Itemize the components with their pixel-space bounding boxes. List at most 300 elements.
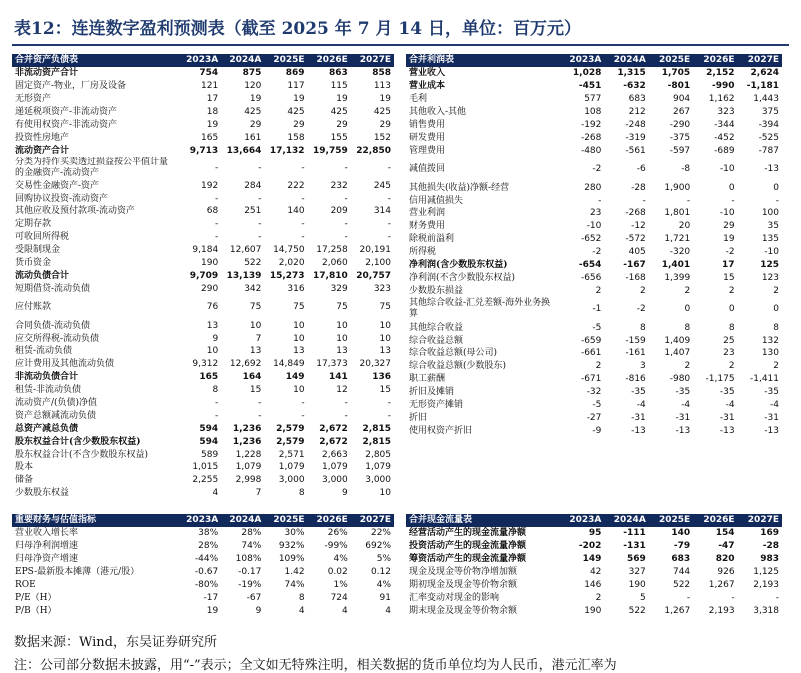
- cell-value: -161: [625, 348, 646, 359]
- row-label: 股东权益合计(含少数股东权益): [15, 436, 141, 447]
- table-row: [12, 332, 394, 345]
- income-statement-table: [406, 54, 782, 437]
- table-row: [12, 269, 394, 282]
- year-header: 2026E: [308, 54, 351, 67]
- cell-value: 4: [298, 605, 305, 616]
- row-label: 租赁-非流动负债: [15, 385, 82, 396]
- row-label: 综合收益总额(母公司): [409, 348, 498, 359]
- indicators-panel: [12, 514, 394, 617]
- cell-value: 7: [255, 488, 262, 499]
- cell-value: 1,721: [664, 234, 691, 245]
- row-label: 可收回所得税: [15, 232, 70, 243]
- row-label: 销售费用: [409, 120, 446, 130]
- cell-value: 8: [298, 488, 305, 499]
- cell-value: -99%: [324, 541, 348, 552]
- cell-value: -4: [725, 400, 735, 411]
- cell-value: 926: [717, 567, 735, 578]
- cell-value: 1%: [333, 580, 348, 590]
- table-header-row: [406, 54, 782, 67]
- cell-value: 2,663: [321, 449, 348, 460]
- table-row: [12, 474, 394, 487]
- cell-value: 2,815: [362, 436, 391, 447]
- table-row: [406, 93, 782, 106]
- cell-value: 8: [773, 322, 779, 333]
- cell-value: 10: [293, 320, 305, 331]
- cell-value: -2: [725, 247, 735, 258]
- row-label: 非流动负债合计: [15, 372, 79, 383]
- cell-value: -35: [719, 387, 735, 398]
- cell-value: 522: [628, 605, 646, 616]
- cell-value: 26%: [327, 528, 348, 539]
- table-row: [406, 80, 782, 93]
- row-label: 无形资产: [15, 94, 52, 105]
- cell-value: -202: [578, 541, 602, 552]
- table-row: [12, 397, 394, 410]
- cell-value: -: [775, 195, 779, 206]
- cell-value: -689: [714, 145, 735, 156]
- row-label: 少数股东损益: [409, 285, 464, 296]
- cell-value: 19: [249, 94, 262, 105]
- cell-value: 76: [206, 302, 219, 313]
- cell-value: -10: [719, 208, 735, 219]
- cell-value: -: [301, 193, 305, 204]
- cell-value: 754: [199, 68, 219, 79]
- cell-value: -268: [625, 208, 646, 219]
- cell-value: -80%: [194, 580, 219, 590]
- cell-value: 18: [206, 107, 219, 118]
- cell-value: -394: [758, 120, 779, 130]
- cell-value: -: [301, 163, 305, 174]
- table-row: [406, 144, 782, 157]
- cell-value: 5%: [376, 554, 391, 565]
- cell-value: 375: [761, 107, 779, 118]
- cell-value: -452: [714, 132, 735, 143]
- cell-value: 42: [589, 567, 602, 578]
- cell-value: -: [258, 163, 262, 174]
- cell-value: 425: [330, 107, 348, 118]
- cell-value: 0.12: [370, 567, 391, 578]
- cell-value: 132: [761, 335, 779, 346]
- table-row: [12, 295, 394, 319]
- cell-value: -: [214, 410, 219, 421]
- row-label: 总资产减总负债: [15, 423, 79, 434]
- cell-value: 0.02: [327, 567, 348, 578]
- cell-value: 192: [201, 180, 219, 191]
- cell-value: 17,373: [316, 359, 348, 370]
- cell-value: 2: [595, 361, 602, 372]
- cell-value: 1,409: [664, 335, 691, 346]
- cell-value: 9: [255, 605, 262, 616]
- cell-value: 683: [671, 554, 691, 565]
- row-label: 筹资活动产生的现金流量净额: [409, 554, 527, 565]
- table-row: [12, 527, 394, 540]
- table-row: [406, 157, 782, 181]
- table-row: [12, 205, 394, 218]
- table-row: [12, 244, 394, 257]
- cell-value: 19: [723, 234, 735, 245]
- cell-value: 75: [249, 302, 262, 313]
- cell-value: 19,759: [313, 145, 348, 156]
- cell-value: 12,692: [229, 359, 262, 370]
- table-row: [12, 80, 394, 93]
- row-label: 流动资产合计: [15, 145, 70, 156]
- table-row: [12, 448, 394, 461]
- row-label: 研发费用: [409, 132, 446, 143]
- cell-value: 744: [672, 567, 691, 578]
- cell-value: 820: [715, 554, 735, 565]
- cell-value: -319: [625, 132, 646, 143]
- row-label: 其他收入-其他: [409, 107, 467, 118]
- cell-value: -572: [625, 234, 646, 245]
- year-header: 2027E: [738, 514, 782, 527]
- cell-value: 161: [244, 132, 262, 143]
- table-row: [406, 131, 782, 144]
- cell-value: 15: [723, 272, 735, 283]
- cell-value: 165: [201, 132, 219, 143]
- cell-value: 1,079: [321, 462, 348, 473]
- cell-value: 25: [723, 335, 735, 346]
- row-label: 毛利: [409, 94, 428, 105]
- table-row: [406, 334, 782, 347]
- cell-value: 267: [672, 107, 691, 118]
- data-source: 数据来源：Wind，东吴证券研究所: [14, 635, 217, 650]
- table-row: [12, 67, 394, 80]
- table-row: [406, 591, 782, 604]
- cell-value: 169: [760, 528, 779, 539]
- row-label: 投资性房地产: [15, 132, 70, 143]
- cell-value: 3: [640, 361, 646, 372]
- cell-value: -31: [675, 412, 691, 423]
- cell-value: 15,273: [269, 270, 305, 281]
- row-label: 股本: [15, 462, 34, 473]
- cell-value: 522: [244, 258, 262, 269]
- cell-value: -: [258, 398, 262, 409]
- table-row: [12, 435, 394, 448]
- cell-value: 1,801: [664, 208, 691, 219]
- row-label: 应交所得税-流动负债: [15, 333, 100, 344]
- cell-value: 209: [330, 206, 348, 217]
- cell-value: 683: [628, 94, 646, 105]
- cell-value: -47: [718, 541, 735, 552]
- row-label: 资产总额减流动负债: [15, 410, 97, 421]
- cell-value: 405: [628, 247, 646, 258]
- cell-value: -451: [578, 81, 602, 92]
- year-header: 2026E: [693, 54, 737, 67]
- year-header: 2027E: [738, 54, 782, 67]
- cell-value: 2: [773, 361, 779, 372]
- cell-value: 10: [249, 320, 262, 331]
- section-header: 合并资产负债表: [12, 54, 178, 67]
- section-header: 合并利润表: [406, 54, 560, 67]
- table-row: [12, 384, 394, 397]
- cell-value: 8: [728, 322, 735, 333]
- cell-value: -: [387, 398, 391, 409]
- cell-value: 2,571: [278, 449, 305, 460]
- table-row: [12, 192, 394, 205]
- year-header: 2027E: [351, 54, 394, 67]
- cell-value: 29: [249, 120, 262, 130]
- table-row: [406, 347, 782, 360]
- cell-value: 577: [584, 94, 602, 105]
- year-header: 2023A: [178, 54, 221, 67]
- year-header: 2025E: [264, 514, 307, 527]
- cell-value: 154: [715, 528, 735, 539]
- row-label: 交易性金融资产-资产: [15, 180, 100, 191]
- cell-value: -13: [764, 425, 779, 436]
- row-label: 受限制现金: [15, 245, 61, 256]
- balance-sheet-table: [12, 54, 394, 500]
- cell-value: 290: [201, 283, 219, 294]
- year-header: 2023A: [178, 514, 221, 527]
- cell-value: -375: [669, 132, 691, 143]
- cell-value: -: [301, 219, 305, 230]
- table-row: [406, 527, 782, 540]
- cell-value: -268: [580, 132, 602, 143]
- row-label: 应计费用及其他流动负债: [15, 359, 115, 370]
- cell-value: 8: [298, 592, 305, 603]
- cell-value: 13: [293, 346, 305, 357]
- cell-value: -1,181: [746, 81, 779, 92]
- table-row: [12, 553, 394, 566]
- cell-value: 0: [728, 304, 735, 315]
- cell-value: 569: [626, 554, 646, 565]
- table-row: [406, 181, 782, 194]
- row-label: 使用权资产折旧: [409, 425, 473, 436]
- title-rule: [12, 44, 789, 46]
- cell-value: 121: [201, 81, 219, 92]
- cell-value: 75: [336, 302, 348, 313]
- cell-value: 4%: [376, 580, 391, 590]
- year-header: 2027E: [351, 514, 394, 527]
- cell-value: -44%: [194, 554, 219, 565]
- cell-value: 9,184: [192, 245, 219, 256]
- cell-value: -: [387, 163, 391, 174]
- cell-value: 3,000: [278, 475, 305, 486]
- row-label: 营业利润: [409, 208, 446, 219]
- row-label: ROE: [15, 580, 36, 590]
- row-label: 投资活动产生的现金流量净额: [409, 541, 527, 552]
- table-row: [12, 487, 394, 500]
- cell-value: -13: [719, 425, 735, 436]
- year-header: 2024A: [604, 54, 648, 67]
- cell-value: 425: [244, 107, 262, 118]
- cell-value: -: [344, 219, 348, 230]
- cell-value: 2,579: [276, 423, 305, 434]
- cell-value: -: [344, 410, 348, 421]
- cell-value: 1,228: [235, 449, 262, 460]
- row-label: 储备: [15, 475, 34, 486]
- cell-value: 2,579: [276, 436, 305, 447]
- table-header-row: [12, 514, 394, 527]
- cell-value: 117: [287, 81, 305, 92]
- cell-value: -: [387, 232, 391, 243]
- cell-value: 2: [728, 285, 735, 296]
- cell-value: 136: [372, 372, 391, 383]
- table-row: [12, 319, 394, 332]
- cell-value: -2: [592, 164, 602, 175]
- row-label: 所得税: [409, 247, 437, 258]
- row-label: 净利润(不含少数股东权益): [409, 272, 516, 283]
- cell-value: -4: [681, 400, 691, 411]
- cell-value: -1,175: [705, 374, 735, 385]
- cell-value: 2,193: [753, 580, 779, 590]
- cell-value: -: [775, 592, 779, 603]
- cell-value: -816: [625, 374, 646, 385]
- cell-value: 135: [761, 234, 779, 245]
- cell-value: 222: [287, 180, 305, 191]
- cell-value: -480: [580, 145, 602, 156]
- cell-value: 20,757: [356, 270, 391, 281]
- cell-value: 141: [328, 372, 348, 383]
- cash-flow-table: [406, 514, 782, 617]
- row-label: 管理费用: [409, 145, 446, 156]
- cell-value: -632: [623, 81, 646, 92]
- year-header: 2025E: [649, 514, 693, 527]
- row-label: 短期借贷-流动负债: [15, 283, 91, 294]
- cell-value: 522: [672, 580, 691, 590]
- cell-value: 858: [372, 68, 391, 79]
- cell-value: -: [301, 232, 305, 243]
- cell-value: 1,315: [617, 68, 646, 79]
- table-row: [406, 259, 782, 272]
- cell-value: 904: [672, 94, 691, 105]
- cell-value: 165: [199, 372, 219, 383]
- table-row: [406, 271, 782, 284]
- row-label: 汇率变动对现金的影响: [409, 592, 500, 603]
- cell-value: -: [301, 410, 305, 421]
- table-row: [12, 106, 394, 119]
- year-header: 2023A: [560, 514, 604, 527]
- cell-value: -10: [719, 164, 735, 175]
- row-label: 有使用权资产-非流动资产: [15, 120, 118, 130]
- table-row: [12, 358, 394, 371]
- row-label: 流动资产/(负债)净值: [15, 398, 98, 409]
- cell-value: -1,411: [749, 374, 779, 385]
- cell-value: -67: [246, 592, 262, 603]
- cell-value: 323: [373, 283, 391, 294]
- row-label: 定期存款: [15, 219, 52, 230]
- cell-value: 28%: [198, 541, 219, 552]
- cell-value: 95: [588, 528, 602, 539]
- table-row: [12, 131, 394, 144]
- table-row: [12, 93, 394, 106]
- cell-value: 2: [728, 361, 735, 372]
- table-row: [406, 399, 782, 412]
- year-header: 2026E: [308, 514, 351, 527]
- table-row: [406, 321, 782, 334]
- cell-value: -13: [631, 425, 646, 436]
- section-header: 合并现金流量表: [406, 514, 560, 527]
- row-label: 折旧: [409, 412, 428, 423]
- year-header: 2026E: [693, 514, 737, 527]
- row-label: 归母净资产增速: [15, 554, 79, 565]
- table-row: [12, 461, 394, 474]
- cell-value: 323: [717, 107, 735, 118]
- row-label: 其他损失(收益)净额-经营: [409, 182, 510, 193]
- cell-value: 149: [285, 372, 305, 383]
- row-label: 营业收入: [409, 68, 446, 79]
- cell-value: 130: [761, 348, 779, 359]
- cell-value: 425: [287, 107, 305, 118]
- cell-value: 2: [640, 285, 646, 296]
- table-header-row: [406, 514, 782, 527]
- cell-value: 12,607: [229, 245, 262, 256]
- cell-value: 113: [373, 81, 391, 92]
- cell-value: 10: [379, 488, 391, 499]
- cell-value: 17,810: [313, 270, 348, 281]
- cell-value: 108: [584, 107, 602, 118]
- cell-value: -9: [592, 425, 602, 436]
- cell-value: -31: [764, 412, 779, 423]
- table-row: [406, 424, 782, 437]
- cell-value: 1,705: [661, 68, 691, 79]
- row-label: 其他应收及预付款项-流动资产: [15, 206, 136, 217]
- table-row: [12, 157, 394, 179]
- row-label: 现金及现金等价物净增加额: [409, 567, 518, 578]
- cell-value: 17: [722, 260, 735, 271]
- cell-value: 13: [379, 346, 391, 357]
- row-label: 应付账款: [15, 302, 52, 313]
- cell-value: 1,401: [661, 260, 691, 271]
- row-label: 递延税项资产-非流动资产: [15, 107, 118, 118]
- cell-value: -111: [623, 528, 646, 539]
- cell-value: 1,125: [753, 567, 779, 578]
- cell-value: 2,998: [235, 475, 262, 486]
- cell-value: 190: [628, 580, 646, 590]
- cell-value: 284: [244, 180, 262, 191]
- cell-value: -1: [592, 304, 602, 315]
- table-row: [406, 284, 782, 297]
- cell-value: 724: [330, 592, 348, 603]
- cell-value: 3,000: [365, 475, 391, 486]
- cell-value: 212: [628, 107, 646, 118]
- table-row: [12, 257, 394, 270]
- cell-value: 30%: [284, 528, 305, 539]
- cell-value: -: [344, 398, 348, 409]
- cell-value: -: [214, 193, 219, 204]
- year-header: 2024A: [221, 54, 264, 67]
- cell-value: 13,664: [226, 145, 262, 156]
- cell-value: 7: [255, 333, 262, 344]
- cell-value: -10: [764, 247, 779, 258]
- cell-value: -: [387, 193, 391, 204]
- cell-value: 23: [589, 208, 602, 219]
- cell-value: -159: [625, 335, 646, 346]
- cell-value: -28: [631, 182, 646, 193]
- table-row: [406, 207, 782, 220]
- cell-value: 75: [379, 302, 391, 313]
- row-label: 信用减值损失: [409, 195, 464, 206]
- row-label: 回购协议投资-流动资产: [15, 193, 109, 204]
- cell-value: 17: [206, 94, 219, 105]
- cell-value: -4: [636, 400, 646, 411]
- income-statement-panel: [406, 54, 782, 437]
- table-row: [406, 220, 782, 233]
- cell-value: -: [686, 592, 691, 603]
- cell-value: 4: [342, 605, 348, 616]
- cell-value: -671: [580, 374, 602, 385]
- cell-value: 692%: [365, 541, 391, 552]
- cell-value: -2: [636, 304, 646, 315]
- table-row: [406, 67, 782, 80]
- cell-value: -801: [667, 81, 691, 92]
- cell-value: 108%: [235, 554, 262, 565]
- cell-value: 2,805: [365, 449, 391, 460]
- cell-value: 327: [628, 567, 646, 578]
- cell-value: 74%: [241, 541, 262, 552]
- row-label: 无形资产摊销: [409, 400, 464, 411]
- cell-value: -561: [625, 145, 646, 156]
